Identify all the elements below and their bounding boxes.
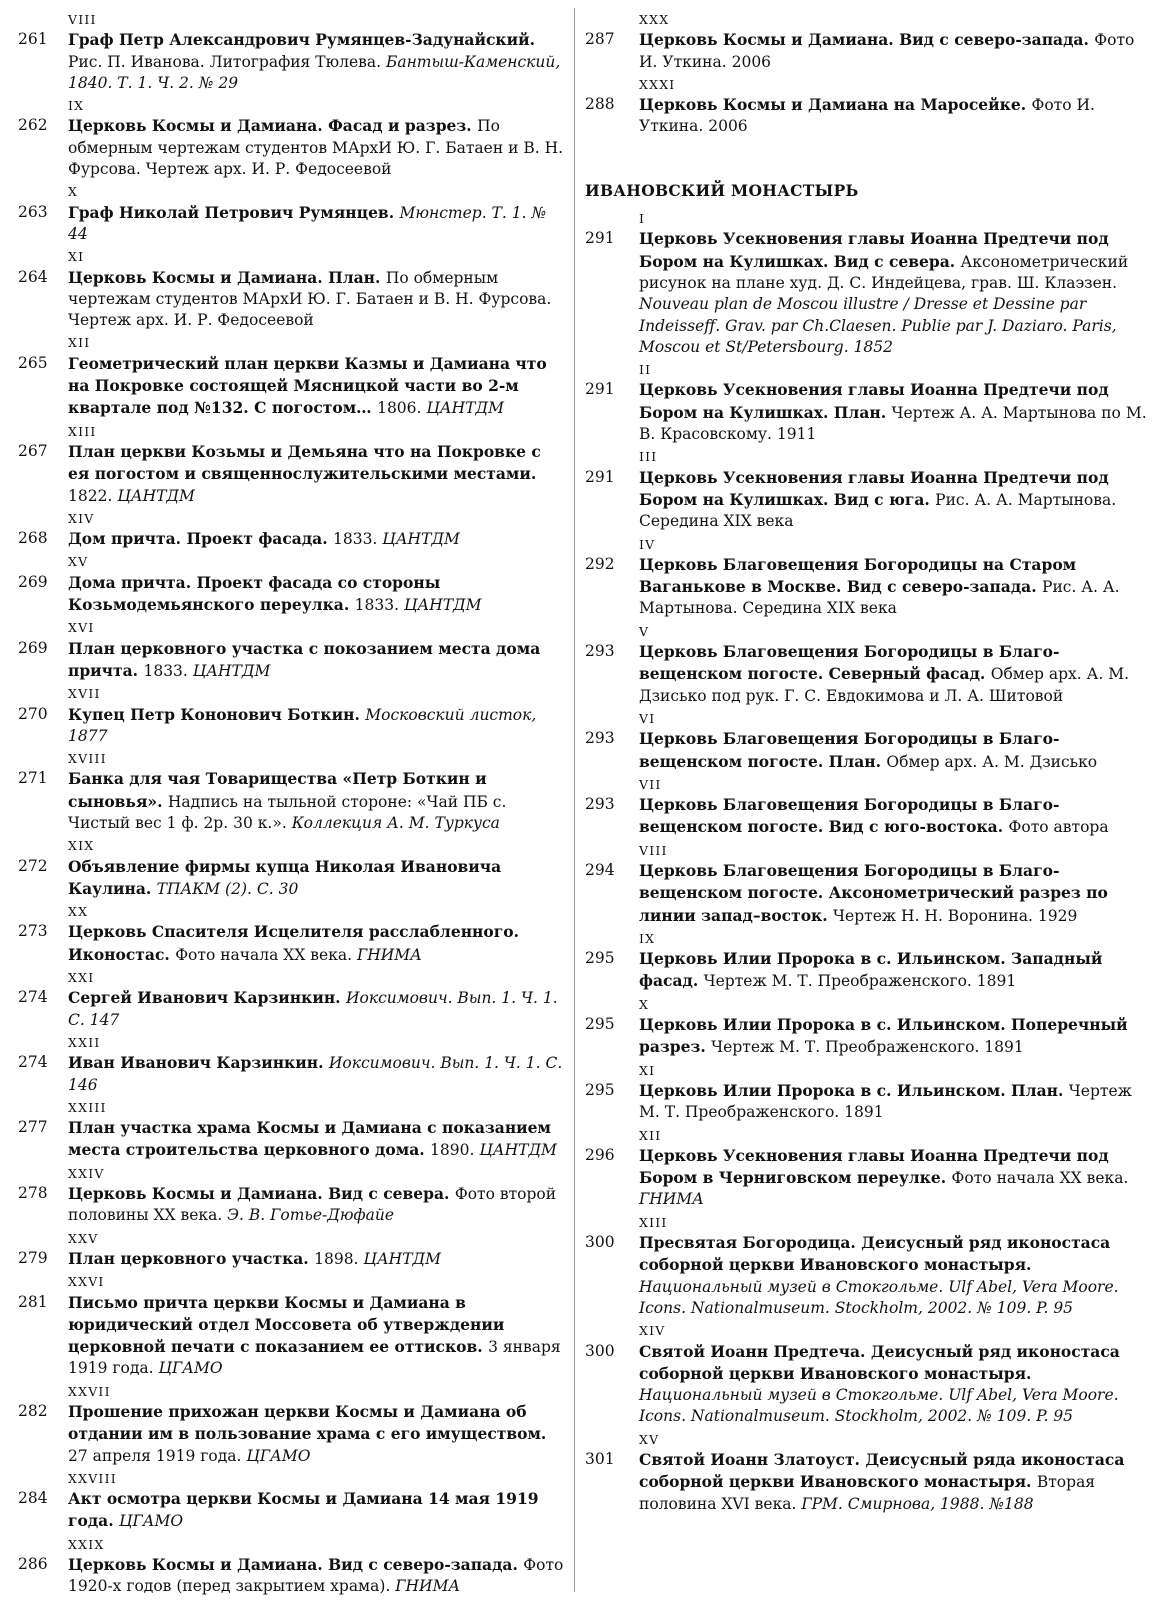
entry-description: Обмер арх. А. М. Дзисько под рук. Г. С. Евдокимова и Л. А. Шитовой — [639, 665, 1130, 705]
entry-text — [639, 1080, 1147, 1124]
catalog-entry — [585, 948, 1147, 993]
entry-source: ЦГАМО — [246, 1446, 311, 1465]
entry-text — [68, 768, 566, 834]
catalog-entry — [18, 267, 566, 332]
entry-source: Э. В. Готье-Дюфайе — [227, 1206, 395, 1225]
roman-numeral: X — [68, 184, 79, 200]
entry-description: Чертеж А. А. Мартынова по М. В. Красовскому. 1911 — [639, 403, 1147, 444]
entry-text — [68, 115, 566, 180]
page-number: 291 — [585, 467, 615, 486]
entry-title: Церковь Благовещения Богородицы в Благовещенском погосте. План. — [639, 729, 1060, 771]
catalog-entry — [18, 921, 566, 966]
entry-text — [639, 1449, 1147, 1515]
roman-numeral: XXVIII — [68, 1470, 117, 1486]
entry-source: ЦАНТДМ — [426, 399, 504, 418]
entry-title: План участка храма Космы и Дамиана с показанием места строительства церковного дома. — [68, 1118, 551, 1160]
entry-description: Рис. П. Иванова. Литография Тюлева. — [68, 52, 386, 71]
entry-source: Коллекция А. М. Туркуса — [291, 813, 500, 832]
catalog-entry — [18, 1488, 566, 1533]
entry-source: Иоксимович. Вып. 1. Ч. 1. С. 146 — [68, 1054, 563, 1094]
page-number: 281 — [18, 1292, 48, 1311]
entry-text — [68, 202, 566, 246]
roman-numeral: XII — [639, 1127, 662, 1143]
entry-description: 3 января 1919 года. — [68, 1338, 561, 1378]
entry-text — [68, 638, 566, 683]
entry-title: Церковь Усекновения главы Иоанна Предтечи под Бором на Кулишках. План. — [639, 380, 1109, 422]
entry-description: Чертеж Н. Н. Воронина. 1929 — [833, 906, 1078, 925]
roman-numeral: XIV — [639, 1323, 666, 1339]
section-title: ИВАНОВСКИЙ МОНАСТЫРЬ — [585, 180, 859, 200]
roman-numeral: XXVII — [68, 1383, 111, 1399]
roman-numeral: XXIV — [68, 1165, 105, 1181]
roman-numeral: XXI — [68, 970, 95, 986]
entry-description: 1833. — [332, 530, 383, 549]
column-divider — [574, 8, 575, 1592]
page-number: 277 — [18, 1118, 48, 1137]
catalog-entry — [18, 441, 566, 507]
entry-title: Церковь Илии Пророка в с. Ильинском. Поперечный разрез. — [639, 1015, 1128, 1057]
entry-text — [68, 856, 566, 901]
entry-description: Рис. А. А. Мартынова. Середина XIX века — [639, 490, 1117, 531]
roman-numeral: XXIII — [68, 1099, 107, 1115]
entry-title: Церковь Космы и Дамиана. Вид с севера. — [68, 1184, 455, 1204]
entry-description: 1833. — [354, 596, 404, 615]
entry-description: 1890. — [430, 1141, 480, 1160]
entry-description: Аксонометрический рисунок на плане худ. Д. С. Индейцева, грав. Ш. Клаэзен. — [639, 252, 1129, 292]
entry-title: Церковь Усекновения главы Иоанна Предтечи под Бором в Черниговском переулке. — [639, 1145, 1109, 1188]
catalog-entry — [18, 987, 566, 1031]
entry-description: Чертеж М. Т. Преображенского. 1891 — [711, 1038, 1024, 1057]
page-number: 292 — [585, 554, 615, 573]
catalog-entry — [585, 467, 1147, 533]
entry-source: ЦГАМО — [158, 1359, 223, 1378]
entry-title: Церковь Благовещения Богородицы в Благовещенском погосте. Вид с юго-востока. — [639, 795, 1060, 837]
catalog-entry — [585, 728, 1147, 773]
page-number: 288 — [585, 95, 615, 114]
entry-title: Геометрический план церкви Казмы и Дамиана что на Покровке состоящей Мясницкой части во 2-м квартале под №132. С погостом… — [68, 353, 547, 418]
entry-title: Пресвятая Богородица. Деисусный ряд иконостаса соборной церкви Ивановского монастыря. — [639, 1233, 1111, 1275]
entry-source: Бантыш-Каменский, 1840. Т. 1. Ч. 2. № 29 — [68, 52, 561, 92]
entry-source: ТПАКМ (2). С. 30 — [156, 879, 299, 898]
entry-title: Прошение прихожан церкви Космы и Дамиана об отдании им в пользование храма с его имуществом. — [68, 1402, 547, 1444]
catalog-entry — [18, 115, 566, 180]
entry-text — [639, 948, 1147, 993]
catalog-entry — [585, 228, 1147, 358]
entry-description: Чертеж М. Т. Преображенского. 1891 — [639, 1081, 1132, 1122]
entry-text — [639, 1341, 1147, 1428]
entry-title: План церкви Козьмы и Демьяна что на Покровке с ея погостом и священнослужительскими местами. — [68, 441, 541, 484]
catalog-entry — [585, 1341, 1147, 1428]
entry-source: Иоксимович. Вып. 1. Ч. 1. С. 147 — [68, 989, 558, 1029]
page-number: 270 — [18, 704, 48, 723]
catalog-entry — [18, 1117, 566, 1162]
page-number: 286 — [18, 1555, 48, 1574]
entry-description: Фото 1920-х годов (перед закрытием храма). — [68, 1556, 564, 1596]
entry-description: Обмер арх. А. М. Дзисько — [886, 752, 1098, 771]
entry-text — [68, 572, 566, 617]
catalog-entry — [18, 768, 566, 834]
entry-text — [68, 29, 566, 94]
catalog-entry — [585, 1145, 1147, 1211]
roman-numeral: XXIX — [68, 1536, 105, 1552]
entry-title: Купец Петр Кононович Боткин. — [68, 704, 366, 724]
catalog-entry — [18, 704, 566, 748]
catalog-entry — [585, 1080, 1147, 1124]
catalog-entry — [585, 860, 1147, 927]
roman-numeral: XIII — [68, 423, 97, 439]
entry-description: Фото начала XX века. — [951, 1169, 1129, 1188]
roman-numeral: VI — [639, 710, 656, 726]
left-column — [18, 8, 566, 1598]
catalog-entry — [585, 29, 1147, 73]
page-number: 267 — [18, 441, 48, 460]
entry-source: ЦАНТДМ — [403, 596, 482, 615]
entry-text — [68, 267, 566, 332]
entry-text — [639, 228, 1147, 358]
catalog-entry — [585, 641, 1147, 707]
entry-source: ЦАНТДМ — [192, 661, 271, 680]
right-column — [585, 8, 1147, 1515]
roman-numeral: III — [639, 449, 658, 465]
catalog-entry — [18, 29, 566, 94]
page-number: 268 — [18, 529, 48, 548]
entry-description: Надпись на тыльной стороне: «Чай ПБ с. Чистый вес 1 ф. 2р. 30 к.». — [68, 792, 507, 832]
catalog-entry — [18, 1248, 566, 1270]
entry-title: Граф Николай Петрович Румянцев. — [68, 202, 400, 222]
entry-text — [639, 728, 1147, 773]
roman-numeral: XVIII — [68, 751, 107, 767]
entry-description: 1806. — [377, 399, 427, 418]
entry-text — [68, 1183, 566, 1227]
catalog-entry — [18, 1052, 566, 1096]
page-number: 273 — [18, 922, 48, 941]
roman-numeral: XV — [68, 554, 89, 570]
page-number: 293 — [585, 642, 615, 661]
entry-description: Фото второй половины XX века. — [68, 1185, 557, 1225]
entry-source: ЦАНТДМ — [363, 1249, 442, 1268]
page-number: 261 — [18, 30, 48, 49]
entry-title: Объявление фирмы купца Николая Ивановича Каулина. — [68, 856, 502, 898]
entry-text — [68, 1554, 566, 1598]
catalog-entry — [585, 794, 1147, 839]
page-number: 294 — [585, 860, 615, 879]
entry-text — [68, 1292, 566, 1380]
entry-description: Фото начала XX века. — [175, 945, 357, 964]
entry-title: Дома причта. Проект фасада со стороны Козьмодемьянского переулка. — [68, 572, 441, 615]
entry-title: Церковь Благовещения Богородицы на Старом Ваганькове в Москве. Вид с северо-запада. — [639, 554, 1077, 597]
entry-text — [639, 1145, 1147, 1211]
page-number: 272 — [18, 856, 48, 875]
entry-title: План церковного участка. — [68, 1248, 315, 1268]
roman-numeral: XIII — [639, 1214, 668, 1230]
roman-numeral: I — [639, 211, 646, 227]
right-top-entries — [585, 8, 1147, 138]
page-number: 295 — [585, 1080, 615, 1099]
page-number: 271 — [18, 769, 48, 788]
roman-numeral: VIII — [639, 842, 668, 858]
entry-text — [639, 467, 1147, 533]
entry-description: 1833. — [143, 661, 193, 680]
entry-source: Национальный музей в Стокгольме. Ulf Abel, Vera Moore. Icons. Nationalmuseum. Stockholm, 2002. № 109. P. 95 — [639, 1277, 1119, 1317]
entry-text — [639, 94, 1147, 138]
entry-text — [68, 1052, 566, 1096]
entry-title: Банка для чая Товарищества «Петр Боткин и сыновья». — [68, 769, 487, 811]
entry-text — [68, 528, 566, 550]
roman-numeral: VIII — [68, 12, 97, 27]
entry-text — [68, 1488, 566, 1533]
entry-source: Мюнстер. Т. 1. № 44 — [68, 203, 547, 243]
entry-description: По обмерным чертежам студентов МАрхИ Ю. Г. Батаен и В. Н. Фурсова. Чертеж арх. И. Р. Федосеевой — [68, 117, 564, 179]
roman-numeral: XXVI — [68, 1274, 105, 1290]
entry-text — [639, 29, 1147, 73]
catalog-entry — [585, 1449, 1147, 1515]
entry-text — [639, 1232, 1147, 1319]
roman-numeral: IX — [639, 930, 656, 946]
entry-title: Церковь Космы и Дамиана. Фасад и разрез. — [68, 116, 478, 136]
page-number: 269 — [18, 572, 48, 591]
entry-text — [639, 641, 1147, 707]
roman-numeral: XVII — [68, 686, 101, 702]
page-number: 291 — [585, 380, 615, 399]
entry-text — [68, 1117, 566, 1162]
page-number: 278 — [18, 1184, 48, 1203]
roman-numeral: XIX — [68, 838, 95, 854]
roman-numeral: II — [639, 362, 652, 378]
entry-title: Акт осмотра церкви Космы и Дамиана 14 мая 1919 года. — [68, 1489, 539, 1531]
catalog-entry — [18, 1401, 566, 1467]
entry-source: ГНИМА — [395, 1577, 461, 1596]
catalog-entry — [18, 353, 566, 420]
catalog-entry — [18, 1183, 566, 1227]
entry-title: Церковь Усекновения главы Иоанна Предтечи под Бором на Кулишках. Вид с севера. — [639, 229, 1109, 271]
page-number: 293 — [585, 795, 615, 814]
entry-title: Святой Иоанн Златоуст. Деисусный ряда иконостаса соборной церкви Ивановского монастыря. — [639, 1450, 1125, 1492]
entry-text — [639, 860, 1147, 927]
page-number: 296 — [585, 1145, 615, 1164]
entry-title: Церковь Илии Пророка в с. Ильинском. Западный фасад. — [639, 949, 1103, 991]
entry-description: Вторая половина XVI века. — [639, 1473, 1096, 1513]
entry-source: ГНИМА — [356, 945, 422, 964]
entry-text — [639, 1014, 1147, 1059]
roman-numeral: XIV — [68, 510, 95, 526]
entry-title: Граф Петр Александрович Румянцев-Задунайский. — [68, 30, 535, 50]
page-number: 295 — [585, 949, 615, 968]
roman-numeral: IV — [639, 536, 656, 552]
entry-description: 1822. — [68, 486, 118, 505]
right-section-entries — [585, 207, 1147, 1515]
entry-text — [68, 921, 566, 966]
page-number: 300 — [585, 1341, 615, 1360]
roman-numeral: XVI — [68, 620, 95, 636]
catalog-entry — [18, 638, 566, 683]
entry-description: Фото автора — [1008, 818, 1109, 837]
entry-title: Сергей Иванович Карзинкин. — [68, 988, 346, 1008]
entry-text — [68, 1401, 566, 1467]
entry-text — [68, 1248, 566, 1270]
entry-source: ЦАНТДМ — [382, 530, 460, 549]
roman-numeral: XX — [68, 904, 89, 920]
page-number: 274 — [18, 1053, 48, 1072]
entry-title: Церковь Илии Пророка в с. Ильинском. План. — [639, 1080, 1069, 1100]
entry-source: ГНИМА — [639, 1190, 704, 1209]
page-number: 279 — [18, 1248, 48, 1267]
catalog-entry — [18, 856, 566, 901]
page-number: 284 — [18, 1489, 48, 1508]
entry-title: Святой Иоанн Предтеча. Деисусный ряд иконостаса соборной церкви Ивановского монастыря. — [639, 1341, 1120, 1383]
entry-text — [68, 987, 566, 1031]
page-number: 282 — [18, 1402, 48, 1420]
catalog-entry — [585, 1014, 1147, 1059]
entry-title: Церковь Космы и Дамиана. Вид с северо-запада. — [639, 30, 1095, 50]
entry-text — [68, 704, 566, 748]
page-number: 287 — [585, 30, 615, 49]
page-number: 264 — [18, 267, 48, 286]
roman-numeral: XI — [639, 1062, 656, 1078]
entry-text — [639, 794, 1147, 839]
entry-title: Церковь Усекновения главы Иоанна Предтечи под Бором на Кулишках. Вид с юга. — [639, 467, 1109, 509]
roman-numeral: XXV — [68, 1230, 99, 1246]
catalog-entry — [18, 528, 566, 550]
entry-description: Фото И. Уткина. 2006 — [639, 31, 1135, 71]
catalog-entry — [18, 572, 566, 617]
entry-source: Nouveau plan de Moscou illustre / Dresse et Dessine par Indeisseff. Grav. par Ch.Claesen. Publie par J. Daziaro. Paris, Moscou et St/Petersbourg. 1852 — [639, 295, 1117, 356]
entry-title: Церковь Благовещения Богородицы в Благовещенском погосте. Северный фасад. — [639, 642, 1060, 684]
roman-numeral: XXXI — [639, 76, 676, 92]
roman-numeral: XXX — [639, 12, 670, 27]
page-number: 293 — [585, 729, 615, 748]
catalog-entry — [585, 94, 1147, 138]
page-number: 274 — [18, 988, 48, 1007]
entry-title: Церковь Космы и Дамиана. Вид с северо-запада. — [68, 1555, 524, 1575]
page-number: 262 — [18, 116, 48, 135]
page-number: 263 — [18, 202, 48, 221]
catalog-entry — [18, 1554, 566, 1598]
entry-description: Фото И. Уткина. 2006 — [639, 96, 1095, 136]
page-number: 300 — [585, 1233, 615, 1252]
entry-text — [639, 379, 1147, 445]
catalog-entry — [18, 202, 566, 246]
roman-numeral: V — [639, 623, 650, 639]
entry-description: Чертеж М. Т. Преображенского. 1891 — [703, 972, 1017, 991]
entry-source: ЦАНТДМ — [479, 1141, 557, 1160]
roman-numeral: XV — [639, 1431, 660, 1447]
entry-text — [68, 353, 566, 420]
entry-description: По обмерным чертежам студентов МАрхИ Ю. Г. Батаен и В. Н. Фурсова. Чертеж арх. И. Р. Федосеевой — [68, 268, 552, 330]
entry-description: 1898. — [314, 1249, 364, 1268]
roman-numeral: XXII — [68, 1034, 101, 1050]
entry-source: ЦАНТДМ — [117, 486, 195, 505]
entry-text — [68, 441, 566, 507]
page-number: 269 — [18, 638, 48, 657]
entry-source: Национальный музей в Стокгольме. Ulf Abel, Vera Moore. Icons. Nationalmuseum. Stockholm, 2002. № 109. P. 95 — [639, 1386, 1119, 1426]
roman-numeral: VII — [639, 776, 662, 792]
entry-title: Иван Иванович Карзинкин. — [68, 1053, 329, 1073]
entry-source: ГРМ. Смирнова, 1988. №188 — [801, 1494, 1034, 1513]
entry-title: Церковь Благовещения Богородицы в Благовещенском погосте. Аксонометрический разрез по линии запад–восток. — [639, 860, 1108, 925]
roman-numeral: XII — [68, 335, 91, 351]
entry-title: Дом причта. Проект фасада. — [68, 529, 333, 549]
page-number: 291 — [585, 229, 615, 248]
entry-description: 27 апреля 1919 года. — [68, 1446, 247, 1465]
entry-title: План церковного участка с покозанием места дома причта. — [68, 638, 541, 680]
entry-source: Московский листок, 1877 — [68, 705, 537, 745]
roman-numeral: X — [639, 996, 650, 1012]
page-number: 265 — [18, 353, 48, 372]
entry-title: Письмо причта церкви Космы и Дамиана в юридический отдел Моссовета об утверждении церковной печати с показанием ее оттисков. — [68, 1292, 505, 1357]
entry-source: ЦГАМО — [119, 1512, 184, 1531]
roman-numeral: XI — [68, 249, 85, 265]
page-number: 301 — [585, 1450, 615, 1468]
catalog-entry — [18, 1292, 566, 1380]
entry-description: Рис. А. А. Мартынова. Середина XIX века — [639, 578, 1120, 618]
entry-title: Церковь Космы и Дамиана. План. — [68, 267, 386, 287]
catalog-entry — [585, 1232, 1147, 1319]
catalog-entry — [585, 554, 1147, 620]
catalog-entry — [585, 379, 1147, 445]
page-number: 295 — [585, 1015, 615, 1034]
entry-title: Церковь Спасителя Исцелителя расслабленного. Иконостас. — [68, 922, 519, 964]
roman-numeral: IX — [68, 98, 85, 114]
entry-text — [639, 554, 1147, 620]
entry-title: Церковь Космы и Дамиана на Маросейке. — [639, 95, 1032, 115]
